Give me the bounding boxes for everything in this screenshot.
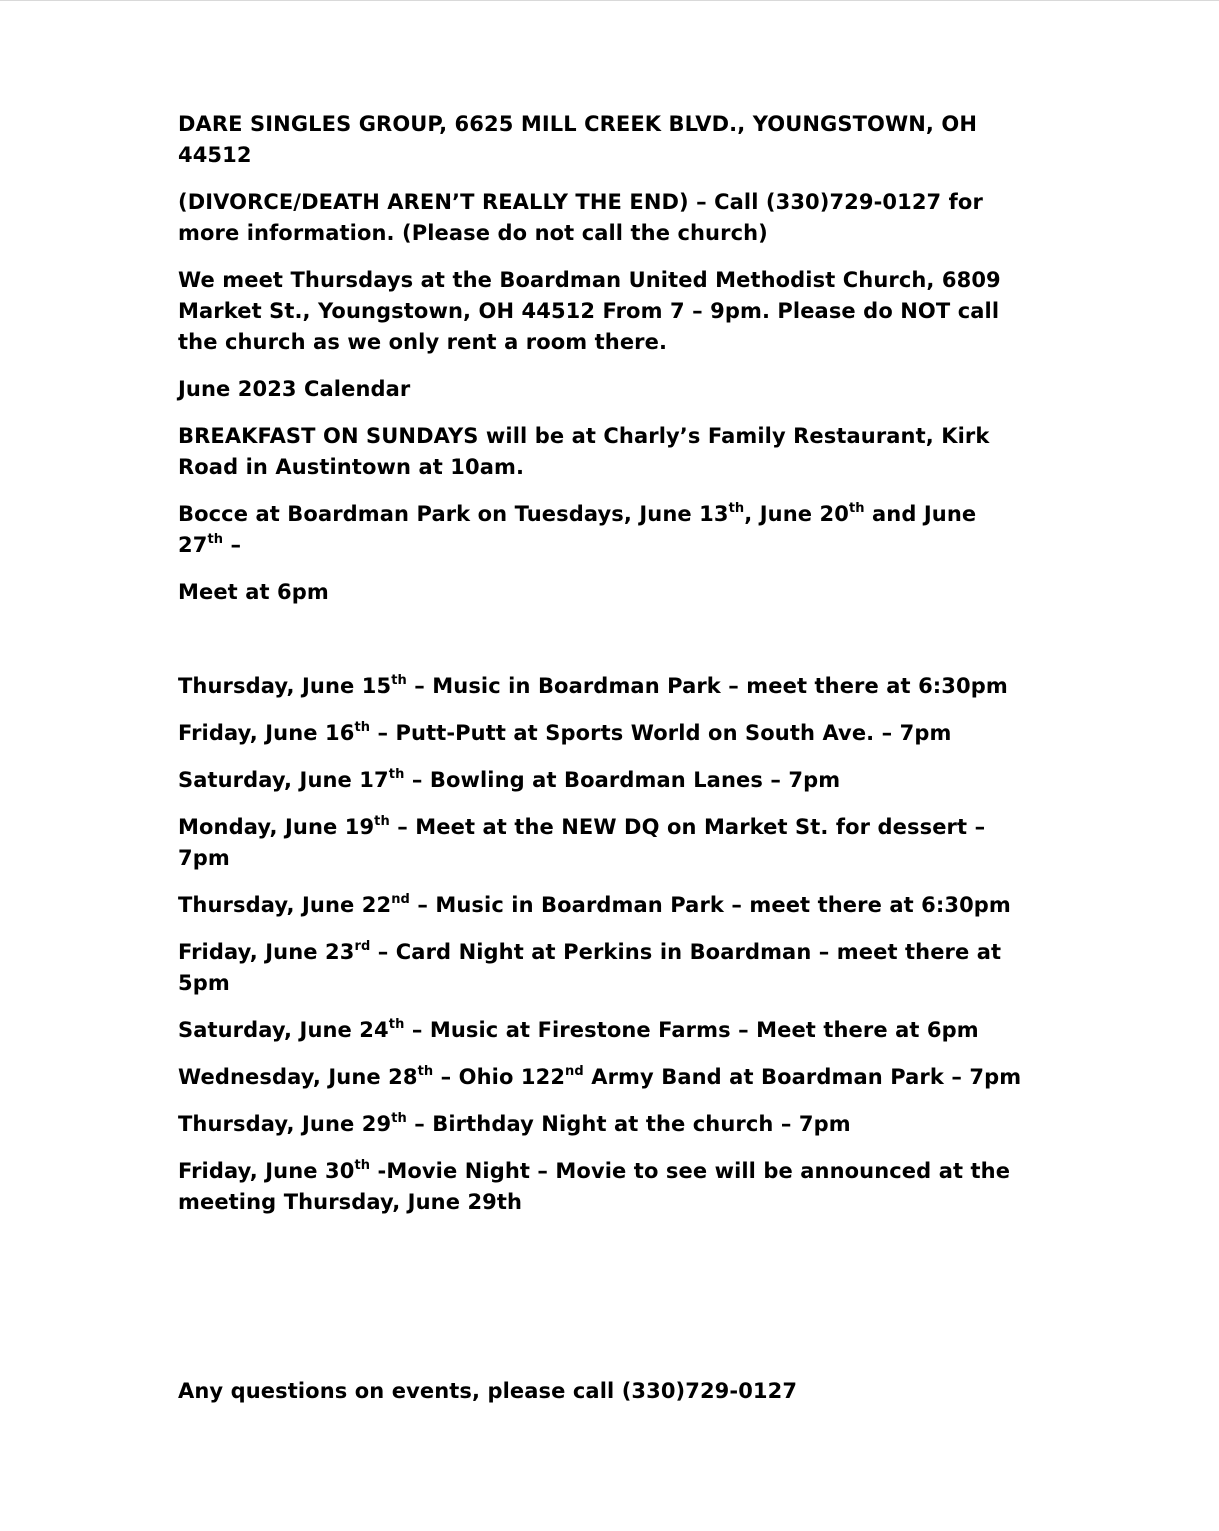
meeting-line-2: Market St., Youngstown, OH 44512 From 7 – 9pm. Please do NOT call [178, 299, 1000, 323]
event-date-suffix: th [354, 1158, 371, 1173]
blank-line [178, 624, 1048, 655]
acronym-line-2: more information. (Please do not call the church) [178, 221, 768, 245]
event-date-suffix: nd [391, 892, 410, 907]
acronym-line-1: (DIVORCE/DEATH AREN’T REALLY THE END) – Call (330)729-0127 for [178, 190, 983, 214]
event-item [178, 1062, 1048, 1093]
event-item [178, 812, 1048, 874]
event-description: – Birthday Night at the church – 7pm [406, 1112, 851, 1136]
event-date: Monday, June 19 [178, 815, 375, 839]
event-date: Thursday, June 29 [178, 1112, 392, 1136]
event-item [178, 890, 1048, 921]
event-date-suffix: th [388, 767, 405, 782]
event-description: – Music in Boardman Park – meet there at 6:30pm [406, 674, 1008, 698]
event-date: Friday, June 23 [178, 940, 355, 964]
calendar-title: June 2023 Calendar [178, 377, 411, 401]
event-description: – Putt-Putt at Sports World on South Ave. – 7pm [370, 721, 952, 745]
event-item [178, 718, 1048, 749]
event-date-suffix: th [354, 720, 371, 735]
bocce-meet-time: Meet at 6pm [178, 580, 329, 604]
event-date: Friday, June 16 [178, 721, 355, 745]
event-date-suffix: th [391, 1111, 407, 1126]
event-item [178, 765, 1048, 796]
bocce-sup-a: th [728, 501, 745, 516]
event-date: Saturday, June 17 [178, 768, 389, 792]
breakfast-paragraph [178, 421, 1048, 483]
breakfast-line-1: BREAKFAST ON SUNDAYS will be at Charly’s Family Restaurant, Kirk [178, 424, 990, 448]
event-item [178, 937, 1048, 999]
event-description: – Ohio 122 [433, 1065, 566, 1089]
event-date-suffix: th [374, 814, 390, 829]
event-date: Saturday, June 24 [178, 1018, 389, 1042]
bocce-text-b: , June 20 [744, 502, 849, 526]
page-top-border [0, 0, 1219, 1]
event-date: Thursday, June 22 [178, 893, 392, 917]
bocce-text-d: 27 [178, 533, 208, 557]
event-ordinal-suffix: nd [565, 1064, 584, 1079]
bocce-text-a: Bocce at Boardman Park on Tuesdays, June 13 [178, 502, 729, 526]
group-header [178, 109, 1048, 171]
event-description-line-2: meeting Thursday, June 29th [178, 1190, 523, 1214]
meeting-line-1: We meet Thursdays at the Boardman United Methodist Church, 6809 [178, 268, 1001, 292]
header-line-1: DARE SINGLES GROUP, 6625 MILL CREEK BLVD., YOUNGSTOWN, OH [178, 112, 978, 136]
event-date: Thursday, June 15 [178, 674, 392, 698]
bocce-paragraph [178, 499, 1048, 561]
event-date: Friday, June 30 [178, 1159, 355, 1183]
event-item [178, 671, 1048, 702]
event-date-suffix: th [417, 1064, 434, 1079]
event-list [178, 671, 1048, 1218]
event-description: – Bowling at Boardman Lanes – 7pm [404, 768, 841, 792]
event-description: – Meet at the NEW DQ on Market St. for dessert – [389, 815, 986, 839]
event-item [178, 1109, 1048, 1140]
event-description-line-2: 7pm [178, 846, 230, 870]
bocce-sup-d: th [207, 532, 224, 547]
event-description: -Movie Night – Movie to see will be announced at the [370, 1159, 1011, 1183]
bocce-text-c: and June [864, 502, 977, 526]
event-item [178, 1015, 1048, 1046]
document-page [178, 109, 1048, 1234]
meeting-line-3: the church as we only rent a room there. [178, 330, 668, 354]
event-description-cont: Army Band at Boardman Park – 7pm [583, 1065, 1022, 1089]
event-date: Wednesday, June 28 [178, 1065, 418, 1089]
breakfast-line-2: Road in Austintown at 10am. [178, 455, 525, 479]
event-description-line-2: 5pm [178, 971, 230, 995]
event-date-suffix: rd [354, 939, 371, 954]
event-item [178, 1156, 1048, 1218]
bocce-sup-b: th [848, 501, 865, 516]
event-description: – Card Night at Perkins in Boardman – meet there at [370, 940, 1002, 964]
questions-footer: Any questions on events, please call (330)729-0127 [178, 1379, 798, 1403]
event-date-suffix: th [388, 1017, 405, 1032]
event-description: – Music in Boardman Park – meet there at 6:30pm [409, 893, 1011, 917]
bocce-text-e: – [223, 533, 242, 557]
acronym-paragraph [178, 187, 1048, 249]
meeting-paragraph [178, 265, 1048, 358]
header-line-2: 44512 [178, 143, 252, 167]
event-description: – Music at Firestone Farms – Meet there at 6pm [404, 1018, 979, 1042]
event-date-suffix: th [391, 673, 407, 688]
